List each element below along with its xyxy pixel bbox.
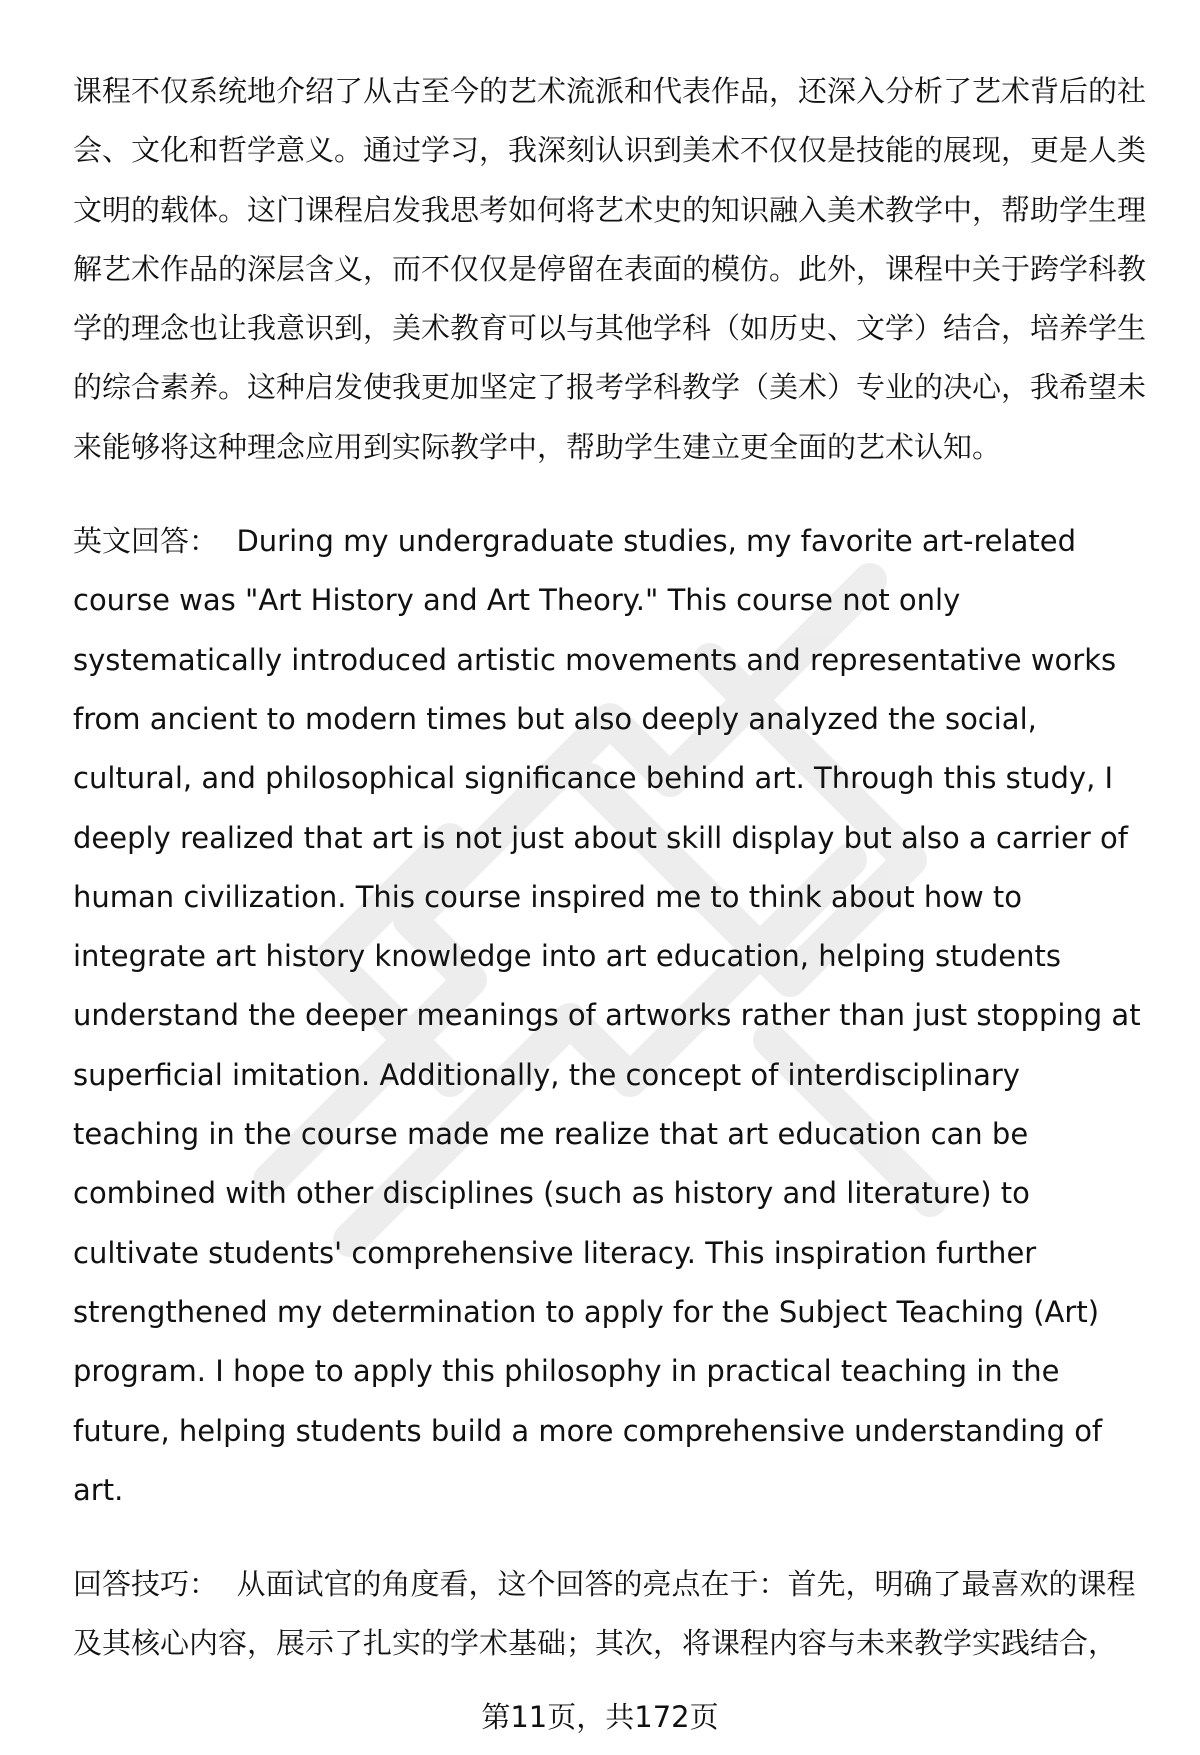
document-body [73, 62, 1153, 1674]
english-answer-label: 英文回答： [73, 524, 219, 559]
answer-tips-label: 回答技巧： [73, 1567, 219, 1602]
english-answer-text: During my undergraduate studies, my favorite art-related course was "Art History and Art Theory." This course not only systematically introduced artistic movements and representative works from ancient to modern times but also deeply analyzed the social, cultural, and philosophical significance behind art. Through this study, I deeply realized that art is not just about skill display but also a carrier of human civilization. This course inspired me to think about how to integrate art history knowledge into art education, helping students understand the deeper meanings of artworks rather than just stopping at superficial imitation. Additionally, the concept of interdisciplinary teaching in the course made me realize that art education can be combined with other disciplines (such as history and literature) to cultivate students' comprehensive literacy. This inspiration further strengthened my determination to apply for the Subject Teaching (Art) program. I hope to apply this philosophy in practical teaching in the future, helping students build a more comprehensive understanding of art. [73, 524, 1150, 1507]
paragraph-english-answer [73, 512, 1153, 1520]
paragraph-chinese-answer: 课程不仅系统地介绍了从古至今的艺术流派和代表作品，还深入分析了艺术背后的社会、文化和哲学意义。通过学习，我深刻认识到美术不仅仅是技能的展现，更是人类文明的载体。这门课程启发我思考如何将艺术史的知识融入美术教学中，帮助学生理解艺术作品的深层含义，而不仅仅是停留在表面的模仿。此外，课程中关于跨学科教学的理念也让我意识到，美术教育可以与其他学科（如历史、文学）结合，培养学生的综合素养。这种启发使我更加坚定了报考学科教学（美术）专业的决心，我希望未来能够将这种理念应用到实际教学中，帮助学生建立更全面的艺术认知。 [73, 74, 1147, 464]
answer-tips-text: 从面试官的角度看，这个回答的亮点在于：首先，明确了最喜欢的课程及其核心内容，展示了扎实的学术基础；其次，将课程内容与未来教学实践结合， [73, 1567, 1136, 1661]
paragraph-answer-tips [73, 1555, 1153, 1674]
page-footer: 第11页，共172页 [481, 1700, 719, 1734]
